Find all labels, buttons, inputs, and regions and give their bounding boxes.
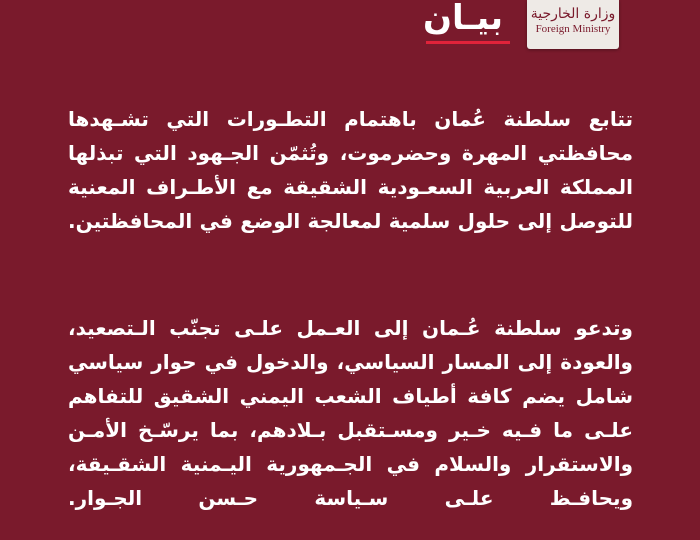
paragraph-1-line: المملكة العربية السعـودية الشقيقة مع الأطـراف المعنية <box>68 175 633 199</box>
paragraph-2-line: ويحافـظ علـى سـياسة حـسن الجـوار. <box>68 486 633 510</box>
paragraph-1-line: تتابع سلطنة عُمان باهتمام التطـورات التي تشـهدها <box>68 107 633 131</box>
paragraph-2-line: وتدعو سلطنة عُـمان إلى العـمل علـى تجنّب الـتصعيد، <box>68 316 633 340</box>
paragraph-2-line: علـى ما فـيه خـير ومسـتقبل بـلادهم، بما يرسّـخ الأمـن <box>68 418 633 442</box>
logo-english-text: Foreign Ministry <box>535 23 611 35</box>
title-underline <box>426 41 510 44</box>
paragraph-2-line: شامل يضم كافة أطياف الشعب اليمني الشقيق للتفاهم <box>68 384 633 408</box>
paragraph-2-line: والعودة إلى المسار السياسي، والدخول في حوار سياسي <box>68 350 633 374</box>
logo-arabic-text: وزارة الخارجية <box>530 6 616 22</box>
paragraph-2-line: والاستقرار والسلام في الجـمهورية اليـمنية الشقـيقة، <box>68 452 633 476</box>
foreign-ministry-logo <box>527 0 619 49</box>
statement-paragraph-1 <box>68 102 633 238</box>
paragraph-1-line: للتوصل إلى حلول سلمية لمعالجة الوضع في المحافظتين. <box>68 209 633 233</box>
paragraph-1-line: محافظتي المهرة وحضرموت، وتُثمّن الجـهود التي تبذلها <box>68 141 633 165</box>
statement-paragraph-2 <box>68 311 633 515</box>
statement-title: بيـان <box>422 0 503 38</box>
